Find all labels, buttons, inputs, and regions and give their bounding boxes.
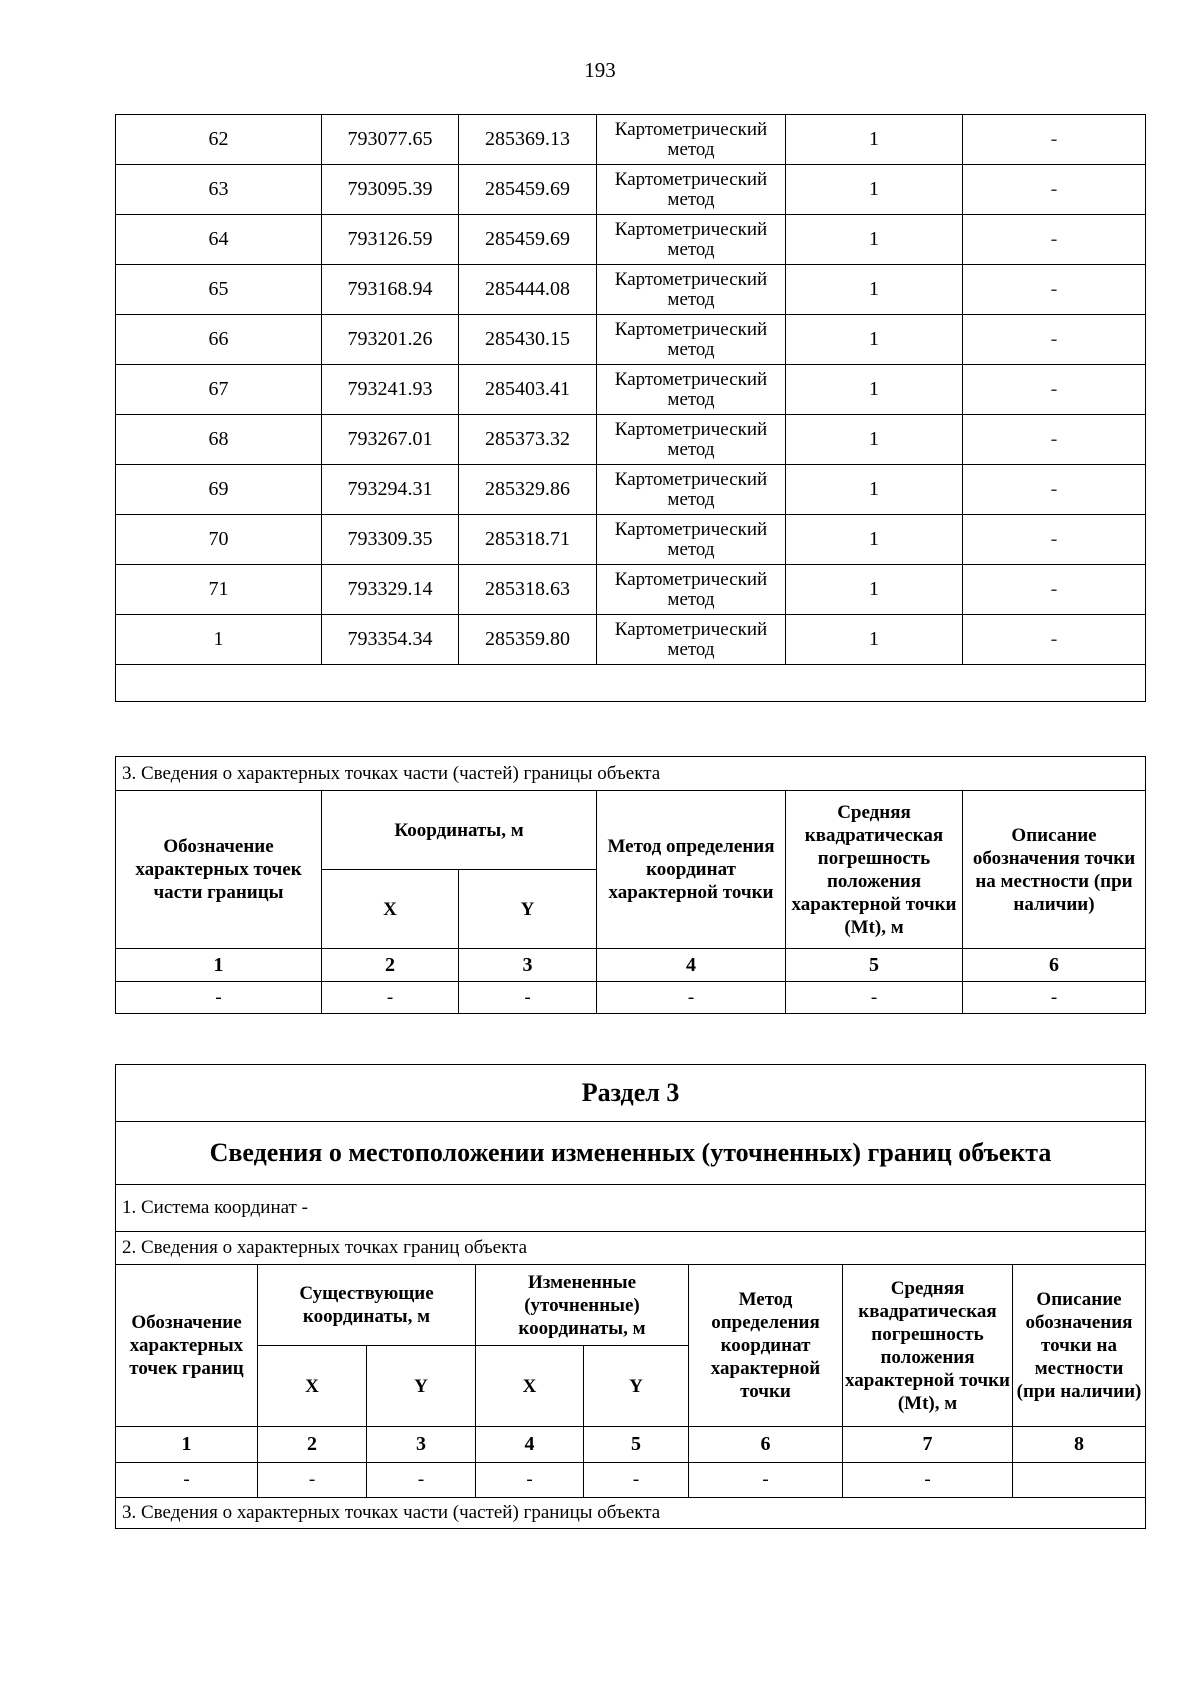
point-number: 66 — [116, 315, 322, 365]
point-number: 71 — [116, 565, 322, 615]
table-cell: - — [258, 1463, 367, 1498]
header-description: Описание обозначения точки на местности (при наличии) — [963, 791, 1146, 949]
column-number: 6 — [963, 949, 1146, 982]
accuracy-cell: 1 — [786, 565, 963, 615]
header-method: Метод определения координат характерной точки — [597, 791, 786, 949]
table-row — [116, 465, 1146, 515]
point-number: 65 — [116, 265, 322, 315]
column-number: 2 — [258, 1427, 367, 1463]
section-subtitle: Сведения о местоположении измененных (уточненных) границ объекта — [116, 1122, 1146, 1185]
accuracy-cell: 1 — [786, 115, 963, 165]
coordinate-x: 793201.26 — [322, 315, 459, 365]
table-cell: - — [367, 1463, 476, 1498]
table-cell — [1013, 1463, 1146, 1498]
method-cell: Картометрический метод — [597, 265, 786, 315]
coordinate-y: 285318.63 — [459, 565, 597, 615]
description-cell: - — [963, 565, 1146, 615]
coordinate-y: 285359.80 — [459, 615, 597, 665]
coordinate-x: 793095.39 — [322, 165, 459, 215]
point-number: 68 — [116, 415, 322, 465]
header-existing-coordinates: Существующие координаты, м — [258, 1265, 476, 1346]
description-cell: - — [963, 515, 1146, 565]
empty-row — [116, 665, 1146, 702]
coordinate-x: 793294.31 — [322, 465, 459, 515]
table-row — [116, 565, 1146, 615]
coordinate-y: 285459.69 — [459, 215, 597, 265]
accuracy-cell: 1 — [786, 215, 963, 265]
coordinate-y: 285430.15 — [459, 315, 597, 365]
column-number: 4 — [597, 949, 786, 982]
header-y: Y — [367, 1346, 476, 1427]
table-row — [116, 115, 1146, 165]
accuracy-cell: 1 — [786, 165, 963, 215]
coordinate-system-row: 1. Система координат - — [116, 1185, 1146, 1232]
points-caption: 2. Сведения о характерных точках границ объекта — [116, 1232, 1146, 1265]
description-cell: - — [963, 365, 1146, 415]
table-cell: - — [786, 982, 963, 1014]
section-title: Раздел 3 — [116, 1065, 1146, 1122]
column-number: 5 — [786, 949, 963, 982]
coordinate-x: 793241.93 — [322, 365, 459, 415]
coordinate-y: 285459.69 — [459, 165, 597, 215]
table-row — [116, 515, 1146, 565]
header-method: Метод определения координат характерной точки — [689, 1265, 843, 1427]
header-designation: Обозначение характерных точек части границы — [116, 791, 322, 949]
table-cell: - — [963, 982, 1146, 1014]
point-number: 67 — [116, 365, 322, 415]
coordinate-y: 285329.86 — [459, 465, 597, 515]
table-row — [116, 615, 1146, 665]
header-accuracy: Средняя квадратическая погрешность положения характерной точки (Mt), м — [843, 1265, 1013, 1427]
coordinate-x: 793267.01 — [322, 415, 459, 465]
table-cell: - — [843, 1463, 1013, 1498]
parts-table-caption: 3. Сведения о характерных точках части (частей) границы объекта — [116, 757, 1146, 791]
table-cell: - — [116, 1463, 258, 1498]
method-cell: Картометрический метод — [597, 165, 786, 215]
accuracy-cell: 1 — [786, 465, 963, 515]
description-cell: - — [963, 465, 1146, 515]
method-cell: Картометрический метод — [597, 515, 786, 565]
column-number: 8 — [1013, 1427, 1146, 1463]
table-cell: - — [584, 1463, 689, 1498]
method-cell: Картометрический метод — [597, 415, 786, 465]
column-number: 3 — [459, 949, 597, 982]
column-number: 6 — [689, 1427, 843, 1463]
description-cell: - — [963, 265, 1146, 315]
empty-cell — [116, 665, 1146, 702]
page-number: 193 — [584, 58, 616, 82]
description-cell: - — [963, 215, 1146, 265]
method-cell: Картометрический метод — [597, 465, 786, 515]
header-x: X — [322, 870, 459, 949]
table-row — [116, 365, 1146, 415]
coordinates-table — [115, 114, 1146, 702]
coordinate-y: 285318.71 — [459, 515, 597, 565]
header-y: Y — [459, 870, 597, 949]
method-cell: Картометрический метод — [597, 565, 786, 615]
coordinate-y: 285444.08 — [459, 265, 597, 315]
table-cell: - — [689, 1463, 843, 1498]
table-cell: - — [597, 982, 786, 1014]
parts-caption: 3. Сведения о характерных точках части (частей) границы объекта — [116, 1498, 1146, 1529]
point-number: 64 — [116, 215, 322, 265]
accuracy-cell: 1 — [786, 365, 963, 415]
coordinate-x: 793077.65 — [322, 115, 459, 165]
table-row — [116, 315, 1146, 365]
header-x: X — [476, 1346, 584, 1427]
method-cell: Картометрический метод — [597, 115, 786, 165]
column-number: 1 — [116, 949, 322, 982]
accuracy-cell: 1 — [786, 515, 963, 565]
description-cell: - — [963, 165, 1146, 215]
coordinate-y: 285373.32 — [459, 415, 597, 465]
header-x: X — [258, 1346, 367, 1427]
header-coordinates: Координаты, м — [322, 791, 597, 870]
accuracy-cell: 1 — [786, 315, 963, 365]
method-cell: Картометрический метод — [597, 365, 786, 415]
point-number: 1 — [116, 615, 322, 665]
accuracy-cell: 1 — [786, 615, 963, 665]
boundary-parts-table — [115, 756, 1146, 1014]
column-number: 3 — [367, 1427, 476, 1463]
column-number: 1 — [116, 1427, 258, 1463]
point-number: 62 — [116, 115, 322, 165]
method-cell: Картометрический метод — [597, 215, 786, 265]
coordinate-x: 793168.94 — [322, 265, 459, 315]
table-cell: - — [476, 1463, 584, 1498]
coordinate-x: 793126.59 — [322, 215, 459, 265]
point-number: 69 — [116, 465, 322, 515]
header-accuracy: Средняя квадратическая погрешность положения характерной точки (Mt), м — [786, 791, 963, 949]
column-number: 7 — [843, 1427, 1013, 1463]
table-cell: - — [459, 982, 597, 1014]
column-number: 2 — [322, 949, 459, 982]
accuracy-cell: 1 — [786, 415, 963, 465]
coordinate-x: 793354.34 — [322, 615, 459, 665]
table-row — [116, 215, 1146, 265]
header-designation: Обозначение характерных точек границ — [116, 1265, 258, 1427]
header-y: Y — [584, 1346, 689, 1427]
accuracy-cell: 1 — [786, 265, 963, 315]
description-cell: - — [963, 315, 1146, 365]
coordinate-y: 285369.13 — [459, 115, 597, 165]
description-cell: - — [963, 415, 1146, 465]
table-cell: - — [116, 982, 322, 1014]
header-description: Описание обозначения точки на местности (при наличии) — [1013, 1265, 1146, 1427]
section3-table — [115, 1064, 1146, 1529]
column-number: 4 — [476, 1427, 584, 1463]
table-row — [116, 165, 1146, 215]
method-cell: Картометрический метод — [597, 315, 786, 365]
description-cell: - — [963, 115, 1146, 165]
table-row — [116, 265, 1146, 315]
column-number: 5 — [584, 1427, 689, 1463]
method-cell: Картометрический метод — [597, 615, 786, 665]
header-changed-coordinates: Измененные (уточненные) координаты, м — [476, 1265, 689, 1346]
coordinate-x: 793329.14 — [322, 565, 459, 615]
table-cell: - — [322, 982, 459, 1014]
description-cell: - — [963, 615, 1146, 665]
coordinate-x: 793309.35 — [322, 515, 459, 565]
point-number: 63 — [116, 165, 322, 215]
point-number: 70 — [116, 515, 322, 565]
table-row — [116, 415, 1146, 465]
coordinate-y: 285403.41 — [459, 365, 597, 415]
